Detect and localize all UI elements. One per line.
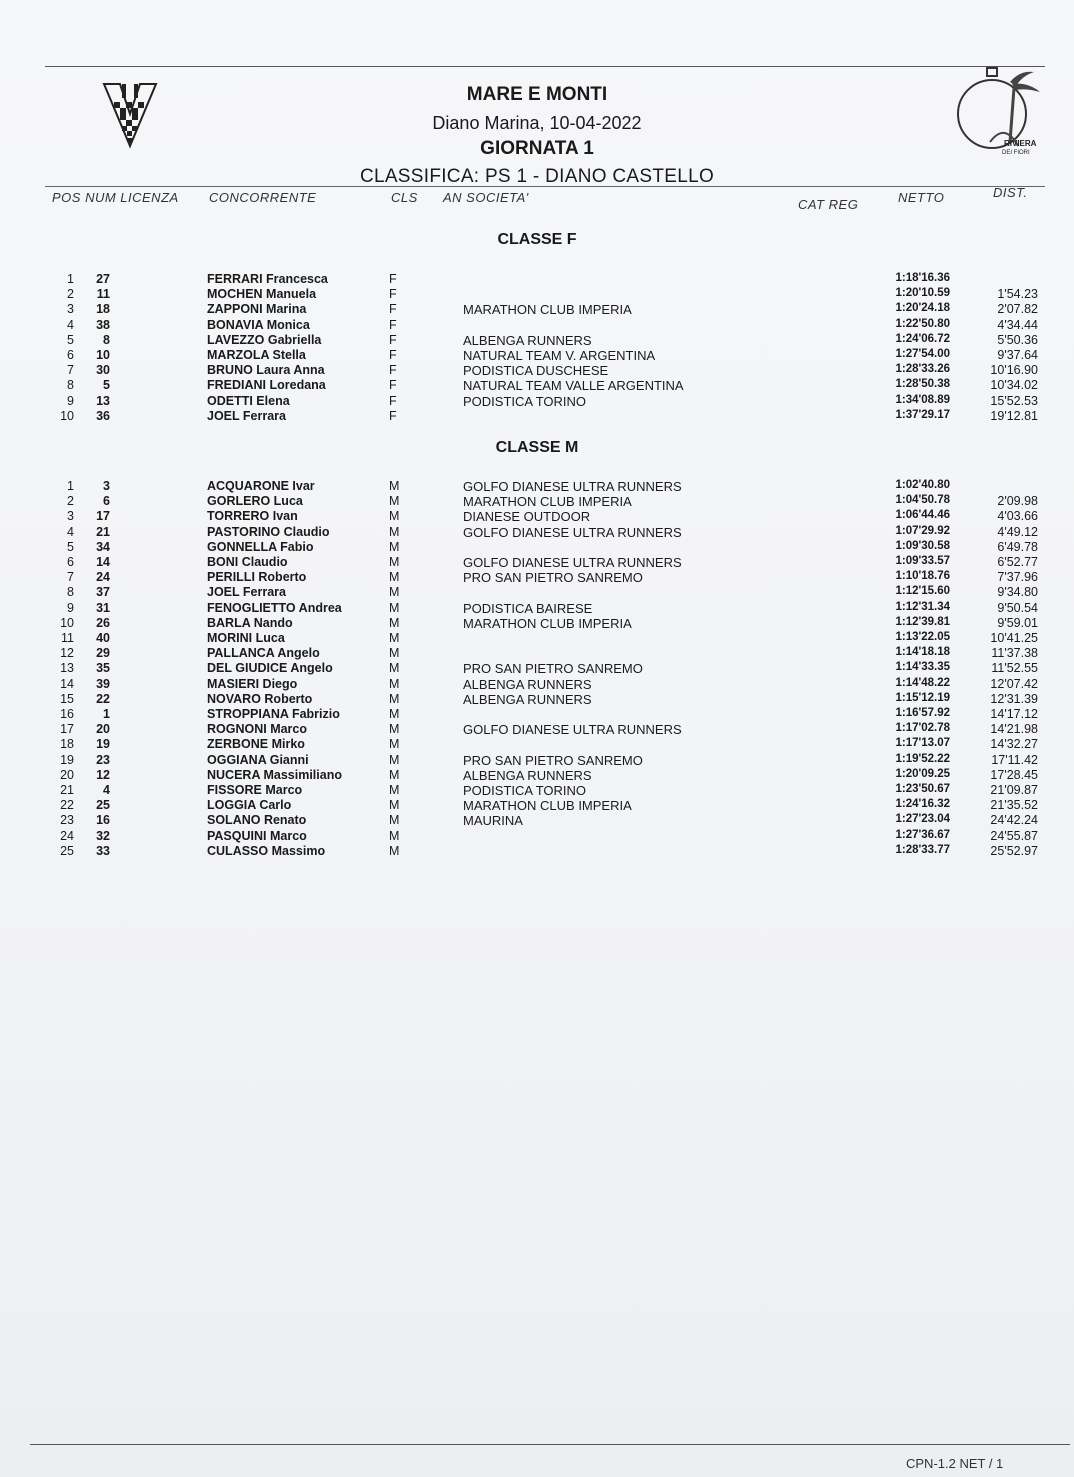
bib-number-cell: 6 [103,494,110,509]
gap-cell: 4'34.44 [997,317,1038,332]
gap-cell: 10'34.02 [990,378,1038,393]
gap-cell: 17'11.42 [991,752,1038,767]
net-time-cell: 1:28'50.38 [895,378,950,391]
gap-cell: 2'07.82 [997,302,1038,317]
bib-number-cell: 14 [96,555,110,569]
net-time-cell: 1:14'18.18 [895,646,950,659]
position-cell: 4 [67,317,74,332]
bib-number-cell: 19 [96,737,110,752]
position-cell: 8 [67,378,74,393]
table-row [0,525,1074,540]
gap-cell: 9'34.80 [997,585,1038,600]
competitor-name-cell: DEL GIUDICE Angelo [207,661,333,676]
bib-number-cell: 38 [96,317,110,332]
position-cell: 8 [67,585,74,600]
position-cell: 7 [67,363,74,378]
class-f-title: CLASSE F [497,231,577,248]
competitor-name-cell: PALLANCA Angelo [207,646,320,661]
gap-cell: 12'31.39 [990,691,1038,706]
table-row [0,631,1074,646]
net-time-cell: 1:24'16.32 [895,798,950,811]
bib-number-cell: 36 [96,408,110,423]
table-row [0,540,1074,555]
position-cell: 10 [60,408,74,423]
table-row [0,570,1074,585]
bib-number-cell: 33 [96,843,110,858]
table-row [0,646,1074,661]
table-row [0,692,1074,707]
position-cell: 6 [67,555,74,569]
gap-cell: 6'49.78 [997,539,1038,554]
net-time-cell: 1:27'23.04 [895,813,950,826]
table-row [0,378,1074,393]
team-cell: NATURAL TEAM V. ARGENTINA [463,348,656,363]
competitor-name-cell: FERRARI Francesca [207,272,328,286]
gap-cell: 2'09.98 [997,494,1038,509]
net-time-cell: 1:07'29.92 [895,524,950,537]
net-time-cell: 1:02'40.80 [895,479,950,491]
bib-number-cell: 18 [96,302,110,317]
class-cell: M [389,570,400,585]
position-cell: 9 [67,600,74,615]
bib-number-cell: 31 [96,600,110,615]
position-cell: 2 [67,494,74,509]
class-cell: F [389,272,397,286]
bib-number-cell: 3 [103,479,110,493]
net-time-cell: 1:12'31.34 [895,600,950,613]
location-date: Diano Marina, 10-04-2022 [432,113,642,133]
class-cell: M [389,615,400,630]
class-cell: M [389,494,400,509]
position-cell: 5 [67,332,74,347]
net-time-cell: 1:17'02.78 [895,722,950,735]
table-row [0,844,1074,859]
position-cell: 5 [67,539,74,554]
class-cell: F [389,332,397,347]
table-row [0,394,1074,409]
table-row [0,753,1074,768]
class-cell: F [389,378,397,393]
gap-cell: 9'50.54 [997,600,1038,615]
position-cell: 16 [60,707,74,721]
team-cell: GOLFO DIANESE ULTRA RUNNERS [463,555,682,570]
position-cell: 13 [60,661,74,676]
position-cell: 3 [67,302,74,317]
class-cell: M [389,691,400,706]
net-time-cell: 1:20'10.59 [895,287,950,300]
competitor-name-cell: BONAVIA Monica [207,317,310,332]
competitor-name-cell: MASIERI Diego [207,676,298,691]
gap-cell: 24'42.24 [990,813,1038,828]
bib-number-cell: 4 [103,783,110,797]
net-time-cell: 1:37'29.17 [895,408,950,421]
table-row [0,737,1074,752]
class-cell: M [389,479,400,493]
table-row [0,722,1074,737]
position-cell: 22 [60,798,74,813]
team-cell: MARATHON CLUB IMPERIA [463,302,632,318]
competitor-name-cell: ZAPPONI Marina [207,302,307,317]
event-title: MARE E MONTI [466,84,608,105]
team-cell: PRO SAN PIETRO SANREMO [463,752,643,768]
net-time-cell: 1:04'50.78 [895,494,950,507]
col-dist: DIST. [993,185,1028,200]
position-cell: 14 [60,676,74,691]
class-cell: M [389,707,400,721]
col-concorrente: CONCORRENTE [209,190,317,205]
team-cell: PODISTICA TORINO [463,783,587,798]
table-row [0,509,1074,524]
gap-cell: 10'16.90 [990,363,1038,378]
competitor-name-cell: ODETTI Elena [207,393,290,408]
class-cell: F [389,363,397,378]
footer-code: CPN-1.2 NET / 1 [906,1456,1004,1471]
bib-number-cell: 30 [96,363,110,378]
bib-number-cell: 16 [96,813,110,828]
class-cell: M [389,631,400,645]
bib-number-cell: 11 [96,287,110,302]
gap-cell: 17'28.45 [990,767,1038,782]
team-cell: ALBENGA RUNNERS [463,767,592,783]
bib-number-cell: 25 [96,798,110,813]
bib-number-cell: 20 [96,722,110,737]
net-time-cell: 1:13'22.05 [895,631,950,643]
class-cell: M [389,661,400,676]
net-time-cell: 1:09'33.57 [895,555,950,567]
competitor-name-cell: JOEL Ferrara [207,585,286,600]
table-row [0,409,1074,424]
team-cell: DIANESE OUTDOOR [463,509,591,525]
class-cell: M [389,524,400,539]
competitor-name-cell: NUCERA Massimiliano [207,767,342,782]
competitor-name-cell: NOVARO Roberto [207,691,313,706]
bib-number-cell: 27 [96,272,110,286]
gap-cell: 14'21.98 [990,722,1038,737]
class-cell: M [389,539,400,554]
net-time-cell: 1:10'18.76 [895,570,950,583]
top-rule [45,66,1045,67]
bib-number-cell: 8 [103,332,110,347]
position-cell: 1 [67,479,74,493]
bib-number-cell: 26 [96,615,110,630]
position-cell: 19 [60,752,74,767]
class-cell: F [389,317,397,332]
gap-cell: 9'37.64 [997,348,1038,362]
net-time-cell: 1:18'16.36 [895,272,950,284]
class-cell: M [389,752,400,767]
gap-cell: 14'32.27 [990,737,1038,752]
position-cell: 23 [60,813,74,828]
position-cell: 10 [60,615,74,630]
table-row [0,677,1074,692]
gap-cell: 21'35.52 [990,798,1038,813]
gap-cell: 12'07.42 [990,676,1038,691]
table-row [0,302,1074,317]
gap-cell: 11'52.55 [991,661,1038,676]
team-cell: ALBENGA RUNNERS [463,676,592,692]
class-cell: F [389,302,397,317]
gap-cell: 24'55.87 [990,828,1038,843]
class-cell: M [389,646,400,661]
gap-cell: 10'41.25 [990,631,1038,645]
position-cell: 24 [60,828,74,843]
class-cell: F [389,393,397,408]
net-time-cell: 1:28'33.77 [895,843,950,856]
table-row [0,318,1074,333]
competitor-name-cell: PERILLI Roberto [207,570,307,585]
table-row [0,363,1074,378]
bib-number-cell: 17 [96,509,110,524]
position-cell: 6 [67,348,74,362]
position-cell: 25 [60,843,74,858]
team-cell: MARATHON CLUB IMPERIA [463,615,632,631]
net-time-cell: 1:15'12.19 [895,691,950,704]
bib-number-cell: 10 [96,348,110,362]
table-row [0,494,1074,509]
bib-number-cell: 13 [96,393,110,408]
col-cls: CLS [391,190,418,205]
table-row [0,272,1074,287]
class-cell: M [389,767,400,782]
gap-cell: 25'52.97 [990,843,1038,858]
col-netto: NETTO [898,190,945,205]
competitor-name-cell: CULASSO Massimo [207,843,326,858]
team-cell: PODISTICA TORINO [463,393,587,409]
col-pos-num-licenza: POS NUM LICENZA [52,190,179,205]
competitor-name-cell: GORLERO Luca [207,494,303,509]
competitor-name-cell: OGGIANA Gianni [207,752,309,767]
bib-number-cell: 12 [96,767,110,782]
class-cell: M [389,722,400,737]
competitor-name-cell: SOLANO Renato [207,813,307,828]
table-row [0,813,1074,828]
competitor-name-cell: ZERBONE Mirko [207,737,305,752]
competitor-name-cell: STROPPIANA Fabrizio [207,707,340,721]
competitor-name-cell: JOEL Ferrara [207,408,286,423]
table-row [0,555,1074,570]
table-row [0,601,1074,616]
gap-cell: 21'09.87 [990,783,1038,797]
table-row [0,479,1074,494]
team-cell: GOLFO DIANESE ULTRA RUNNERS [463,722,682,738]
bib-number-cell: 23 [96,752,110,767]
gap-cell: 4'49.12 [997,524,1038,539]
team-cell: MARATHON CLUB IMPERIA [463,494,632,510]
table-row [0,661,1074,676]
table-row [0,707,1074,722]
net-time-cell: 1:20'09.25 [895,767,950,780]
class-cell: M [389,813,400,828]
team-cell: PRO SAN PIETRO SANREMO [463,570,643,586]
position-cell: 12 [60,646,74,661]
bib-number-cell: 32 [96,828,110,843]
position-cell: 21 [60,783,74,797]
class-m-title: CLASSE M [495,439,579,456]
competitor-name-cell: MORINI Luca [207,631,285,645]
class-cell: M [389,737,400,752]
class-cell: M [389,828,400,843]
bib-number-cell: 39 [96,676,110,691]
gap-cell: 4'03.66 [997,509,1038,524]
team-cell: PODISTICA BAIRESE [463,600,593,616]
class-cell: F [389,287,397,302]
bib-number-cell: 22 [96,691,110,706]
net-time-cell: 1:09'30.58 [895,539,950,552]
class-cell: M [389,798,400,813]
position-cell: 15 [60,691,74,706]
day-title: GIORNATA 1 [480,138,594,159]
gap-cell: 19'12.81 [990,408,1038,423]
net-time-cell: 1:19'52.22 [895,752,950,765]
bib-number-cell: 24 [96,570,110,585]
position-cell: 17 [60,722,74,737]
class-cell: M [389,600,400,615]
class-cell: F [389,348,397,362]
svg-text:DEI FIORI: DEI FIORI [1002,150,1030,156]
table-row [0,829,1074,844]
net-time-cell: 1:22'50.80 [895,317,950,330]
table-row [0,348,1074,363]
competitor-name-cell: TORRERO Ivan [207,509,298,524]
gap-cell: 6'52.77 [997,555,1038,569]
bib-number-cell: 40 [96,631,110,645]
competitor-name-cell: MARZOLA Stella [207,348,306,362]
competitor-name-cell: GONNELLA Fabio [207,539,314,554]
net-time-cell: 1:12'15.60 [895,585,950,598]
team-cell: MARATHON CLUB IMPERIA [463,798,632,814]
bib-number-cell: 29 [96,646,110,661]
position-cell: 1 [67,272,74,286]
gap-cell: 11'37.38 [991,646,1038,661]
net-time-cell: 1:28'33.26 [895,363,950,376]
net-time-cell: 1:24'06.72 [895,332,950,345]
net-time-cell: 1:17'13.07 [895,737,950,750]
table-row [0,783,1074,798]
position-cell: 2 [67,287,74,302]
class-cell: M [389,509,400,524]
competitor-name-cell: ROGNONI Marco [207,722,308,737]
competitor-name-cell: BONI Claudio [207,555,288,569]
team-cell: GOLFO DIANESE ULTRA RUNNERS [463,524,682,540]
svg-text:RIVIERA: RIVIERA [1004,139,1037,148]
net-time-cell: 1:27'54.00 [895,348,950,360]
gap-cell: 15'52.53 [990,393,1038,408]
net-time-cell: 1:14'33.35 [895,661,950,674]
table-row [0,616,1074,631]
team-cell: MAURINA [463,813,523,829]
competitor-name-cell: FREDIANI Loredana [207,378,326,393]
table-row [0,333,1074,348]
classification-title: CLASSIFICA: PS 1 - DIANO CASTELLO [359,166,715,187]
bib-number-cell: 21 [96,524,110,539]
position-cell: 9 [67,393,74,408]
gap-cell: 5'50.36 [997,332,1038,347]
position-cell: 18 [60,737,74,752]
position-cell: 11 [61,631,74,645]
net-time-cell: 1:16'57.92 [895,707,950,719]
table-row [0,768,1074,783]
competitor-name-cell: BRUNO Laura Anna [207,363,325,378]
position-cell: 4 [67,524,74,539]
net-time-cell: 1:12'39.81 [895,615,950,628]
col-cat-reg: CAT REG [798,197,859,212]
gap-cell: 7'37.96 [997,570,1038,585]
bib-number-cell: 1 [103,707,110,721]
position-cell: 20 [60,767,74,782]
bottom-rule [30,1444,1070,1445]
gap-cell: 9'59.01 [997,615,1038,630]
bib-number-cell: 5 [103,378,110,393]
competitor-name-cell: FENOGLIETTO Andrea [207,600,342,615]
net-time-cell: 1:27'36.67 [895,828,950,841]
gap-cell: 14'17.12 [990,707,1038,721]
class-cell: M [389,843,400,858]
competitor-name-cell: PASQUINI Marco [207,828,307,843]
col-an-societa: AN SOCIETA' [443,190,529,205]
position-cell: 3 [67,509,74,524]
position-cell: 7 [67,570,74,585]
team-cell: PODISTICA DUSCHESE [463,363,609,379]
team-cell: ALBENGA RUNNERS [463,332,592,348]
competitor-name-cell: ACQUARONE Ivar [207,479,315,493]
team-cell: ALBENGA RUNNERS [463,691,592,707]
bib-number-cell: 35 [96,661,110,676]
class-cell: M [389,783,400,797]
team-cell: GOLFO DIANESE ULTRA RUNNERS [463,479,682,494]
competitor-name-cell: LAVEZZO Gabriella [207,332,322,347]
bib-number-cell: 37 [96,585,110,600]
table-row [0,585,1074,600]
table-row [0,287,1074,302]
competitor-name-cell: FISSORE Marco [207,783,303,797]
net-time-cell: 1:20'24.18 [895,302,950,315]
net-time-cell: 1:14'48.22 [895,676,950,689]
competitor-name-cell: PASTORINO Claudio [207,524,330,539]
class-cell: M [389,555,400,569]
team-cell: NATURAL TEAM VALLE ARGENTINA [463,378,684,394]
gap-cell: 1'54.23 [997,287,1038,302]
net-time-cell: 1:34'08.89 [895,393,950,406]
net-time-cell: 1:06'44.46 [895,509,950,522]
team-cell: PRO SAN PIETRO SANREMO [463,661,643,677]
competitor-name-cell: LOGGIA Carlo [207,798,292,813]
class-cell: F [389,408,397,423]
class-cell: M [389,676,400,691]
table-row [0,798,1074,813]
competitor-name-cell: MOCHEN Manuela [207,287,317,302]
class-cell: M [389,585,400,600]
competitor-name-cell: BARLA Nando [207,615,293,630]
bib-number-cell: 34 [96,539,110,554]
net-time-cell: 1:23'50.67 [895,783,950,795]
